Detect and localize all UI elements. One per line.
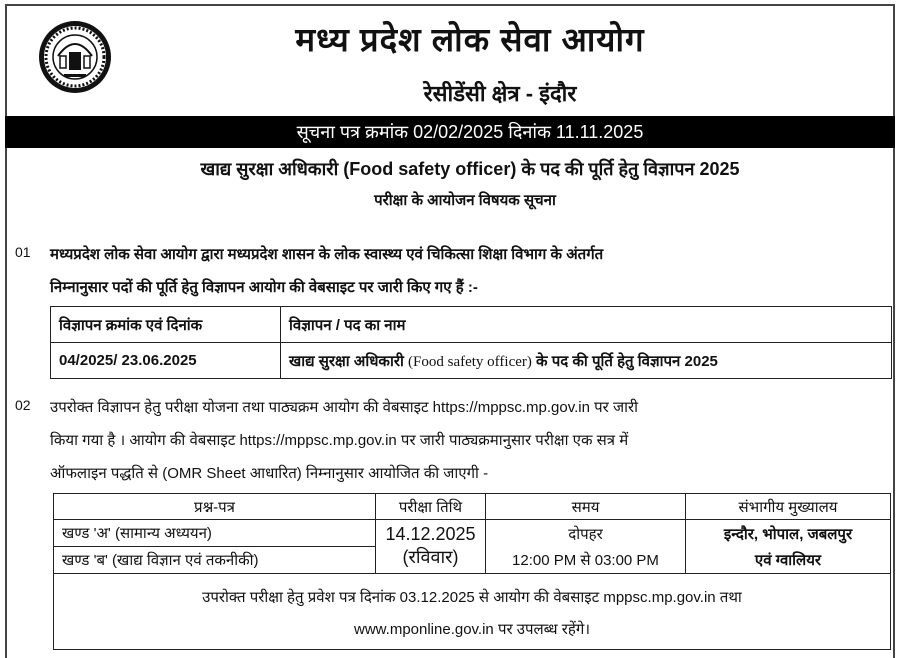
adv-number-date: 04/2025/ 23.06.2025 [51,343,281,379]
exam-time-cell [486,520,686,574]
header-time: समय [486,494,686,520]
paragraph-number: 01 [15,244,31,260]
admit-card-note [54,574,891,650]
centers-line: एवं ग्वालियर [754,551,822,569]
note-line: www.mponline.gov.in पर उपलब्ध रहेंगे। [353,620,591,638]
table-header-row [54,494,891,520]
paragraph-line: मध्यप्रदेश लोक सेवा आयोग द्वारा मध्यप्रदेश शासन के लोक स्वास्थ्य एवं चिकित्सा शिक्षा विभाग के अंतर्गत [50,246,604,263]
time-range: 12:00 PM से 03:00 PM [512,551,659,569]
table-note-row [54,574,891,650]
header-adv-name: विज्ञापन / पद का नाम [281,307,892,343]
centers-line: इन्दौर, भोपाल, जबलपुर [723,525,853,543]
adv-post-name: खाद्य सुरक्षा अधिकारी (Food safety officer) के पद की पूर्ति हेतु विज्ञापन 2025 [281,343,892,379]
exam-centers-cell [686,520,891,574]
table-row [51,343,892,379]
header-paper: प्रश्न-पत्र [54,494,376,520]
exam-schedule-table [53,493,891,650]
time-label: दोपहर [568,525,603,543]
table-header-row [51,307,892,343]
page-title: मध्य प्रदेश लोक सेवा आयोग [295,21,645,58]
paper-a: खण्ड 'अ' (सामान्य अध्ययन) [54,520,376,547]
exam-date-cell [376,520,486,574]
notice-subheading: परीक्षा के आयोजन विषयक सूचना [374,192,556,209]
header-adv-number: विज्ञापन क्रमांक एवं दिनांक [51,307,281,343]
note-line: उपरोक्त परीक्षा हेतु प्रवेश पत्र दिनांक 03.12.2025 से आयोग की वेबसाइट mppsc.mp.gov.in तथा [202,588,742,606]
exam-date: 14.12.2025 [385,524,476,544]
paragraph-line: निम्नानुसार पदों की पूर्ति हेतु विज्ञापन आयोग की वेबसाइट पर जारी किए गए हैं :- [50,279,478,296]
paragraph-line: किया गया है । आयोग की वेबसाइट https://mppsc.mp.gov.in पर जारी पाठ्यक्रमानुसार परीक्षा एक सत्र में [50,432,629,449]
notice-heading: खाद्य सुरक्षा अधिकारी (Food safety officer) के पद की पूर्ति हेतु विज्ञापन 2025 [200,159,740,179]
exam-day: (रविवार) [402,547,459,567]
paragraph-number: 02 [15,397,31,413]
office-location: रेसीडेंसी क्षेत्र - इंदौर [423,81,577,106]
paragraph-line: उपरोक्त विज्ञापन हेतु परीक्षा योजना तथा पाठ्यक्रम आयोग की वेबसाइट https://mppsc.mp.gov.in पर जारी [50,399,638,416]
notice-number-bar: सूचना पत्र क्रमांक 02/02/2025 दिनांक 11.11.2025 [5,116,895,148]
advertisement-table [50,306,892,379]
paragraph-line: ऑफलाइन पद्धति से (OMR Sheet आधारित) निम्नानुसार आयोजित की जाएगी - [50,465,489,482]
header-exam-date: परीक्षा तिथि [376,494,486,520]
header-centers: संभागीय मुख्यालय [686,494,891,520]
paper-b: खण्ड 'ब' (खाद्य विज्ञान एवं तकनीकी) [54,547,376,574]
table-row [54,520,891,547]
